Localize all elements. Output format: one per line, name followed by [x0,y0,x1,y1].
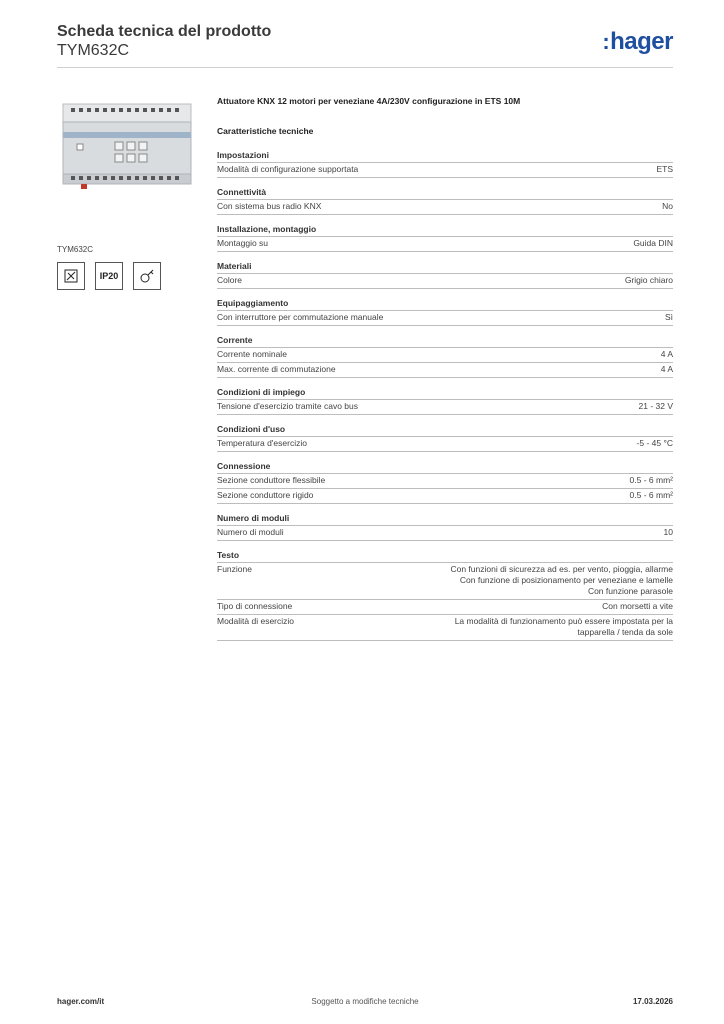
spec-value-line: Con funzioni di sicurezza ad es. per vento, pioggia, allarme [450,564,673,574]
spec-label: Tipo di connessione [217,601,293,611]
spec-group-title: Condizioni di impiego [217,387,673,400]
product-description: Attuatore KNX 12 motori per veneziane 4A/230V configurazione in ETS 10M [217,96,521,106]
footer-date: 17.03.2026 [632,997,673,1006]
product-image [57,92,197,232]
spec-value [450,564,673,597]
spec-value-line: Con funzione parasole [587,586,673,596]
spec-value [661,364,673,375]
spec-group [217,550,673,641]
spec-value-line: Con funzione di posizionamento per veneziane e lamelle [459,575,673,585]
spec-group-title: Impostazioni [217,150,673,163]
spec-label: Con sistema bus radio KNX [217,201,322,211]
spec-label: Modalità di configurazione supportata [217,164,359,174]
spec-label: Con interruttore per commutazione manuale [217,312,384,322]
spec-value [455,616,673,638]
spec-group [217,335,673,378]
spec-value-line: 4 A [660,364,673,374]
footer-website[interactable]: hager.com/it [57,997,105,1006]
spec-group [217,187,673,215]
spec-value [633,238,673,249]
spec-value [630,490,673,501]
spec-value-line: ETS [656,164,673,174]
spec-label: Sezione conduttore flessibile [217,475,326,485]
spec-group-title: Testo [217,550,673,563]
spec-row [217,400,673,415]
device-symbol-icon [57,262,85,290]
footer-notice: Soggetto a modifiche tecniche [311,997,419,1006]
spec-group-title: Corrente [217,335,673,348]
spec-group [217,424,673,452]
spec-row [217,163,673,178]
spec-value [637,438,673,449]
spec-label: Modalità di esercizio [217,616,295,626]
spec-group [217,387,673,415]
spec-group-title: Installazione, montaggio [217,224,673,237]
spec-label: Max. corrente di commutazione [217,364,336,374]
spec-row [217,474,673,489]
spec-value [625,275,673,286]
page-title: Scheda tecnica del prodotto [57,23,272,40]
spec-group-title: Equipaggiamento [217,298,673,311]
spec-row [217,437,673,452]
spec-group [217,261,673,289]
spec-label: Montaggio su [217,238,269,248]
spec-value-line: 4 A [660,349,673,359]
spec-label: Colore [217,275,243,285]
spec-group-title: Materiali [217,261,673,274]
product-image-caption: TYM632C [57,245,94,254]
spec-label: Tensione d'esercizio tramite cavo bus [217,401,358,411]
spec-table [217,96,673,650]
spec-value-line: tapparella / tenda da sole [577,627,673,637]
spec-group-title: Condizioni d'uso [217,424,673,437]
spec-group-title: Numero di moduli [217,513,673,526]
spec-value-line: Guida DIN [633,238,673,248]
spec-value [664,527,673,538]
spec-group [217,224,673,252]
spec-value [602,601,673,612]
product-code-title: TYM632C [57,42,130,59]
spec-value-line: No [662,201,673,211]
certification-icons [57,262,161,290]
spec-row [217,526,673,541]
section-title: Caratteristiche tecniche [217,126,314,136]
spec-row [217,600,673,615]
spec-row [217,615,673,641]
spec-value-line: 0.5 - 6 mm² [629,490,673,500]
spec-row [217,563,673,600]
spec-row [217,311,673,326]
spec-label: Temperatura d'esercizio [217,438,307,448]
spec-group-title: Connessione [217,461,673,474]
spec-value [662,201,673,212]
spec-row [217,489,673,504]
spec-value-line: La modalità di funzionamento può essere impostata per la [454,616,673,626]
spec-value-line: 21 - 32 V [638,401,673,411]
spec-value [630,475,673,486]
spec-row [217,200,673,215]
spec-label: Numero di moduli [217,527,284,537]
ip20-icon: IP20 [95,262,123,290]
spec-group [217,298,673,326]
spec-label: Corrente nominale [217,349,287,359]
spec-value [665,312,673,323]
spec-value-line: Grigio chiaro [624,275,673,285]
spec-value [661,349,673,360]
page-header [57,22,673,68]
spec-value-line: -5 - 45 °C [636,438,673,448]
spec-row [217,363,673,378]
header-divider [57,67,673,68]
spec-row [217,348,673,363]
spec-groups [217,150,673,641]
spec-value [656,164,673,175]
spec-group [217,461,673,504]
key-icon [133,262,161,290]
spec-value-line: Sì [664,312,673,322]
spec-value [639,401,674,412]
spec-value-line: 0.5 - 6 mm² [629,475,673,485]
spec-row [217,237,673,252]
spec-value-line: Con morsetti a vite [602,601,673,611]
logo-text: hager [610,28,673,55]
brand-logo: :hager [602,28,673,55]
spec-label: Funzione [217,564,252,574]
spec-group-title: Connettività [217,187,673,200]
spec-group [217,513,673,541]
spec-row [217,274,673,289]
spec-group [217,150,673,178]
spec-label: Sezione conduttore rigido [217,490,314,500]
spec-value-line: 10 [663,527,673,537]
